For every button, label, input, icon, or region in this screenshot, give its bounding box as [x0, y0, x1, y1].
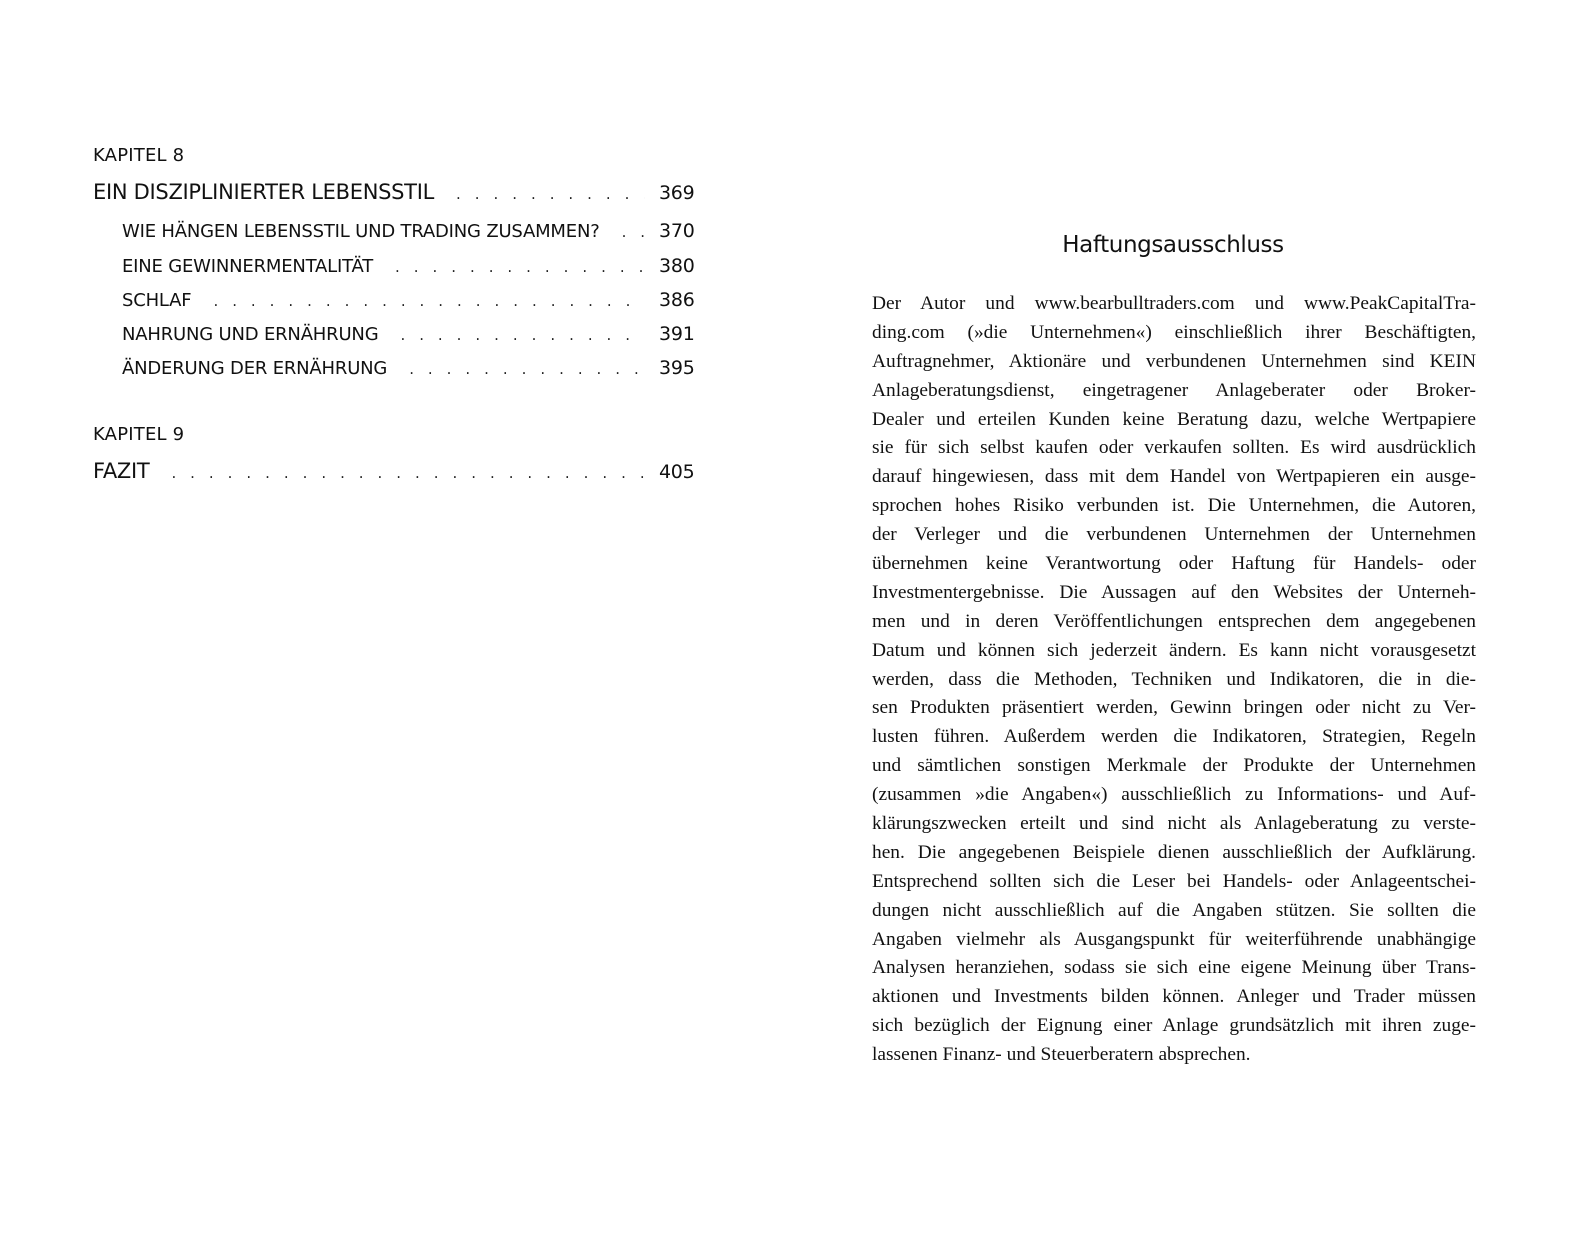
chapter-label: KAPITEL 8: [93, 145, 185, 166]
toc-dot-leader: [395, 258, 645, 276]
disclaimer-line: darauf hingewiesen, dass mit dem Handel von Wertpapieren ein ausge-: [872, 466, 1476, 488]
toc-page-number: 369: [659, 182, 695, 204]
toc-entry-title: EINE GEWINNERMENTALITÄT: [122, 256, 374, 277]
disclaimer-line: sich bezüglich der Eignung einer Anlage grundsätzlich mit ihren zuge-: [872, 1015, 1476, 1037]
toc-dot-leader: [400, 326, 645, 344]
disclaimer-line: übernehmen keine Verantwortung oder Haftung für Handels- oder: [872, 553, 1476, 575]
toc-entry-section[interactable]: [122, 289, 693, 311]
disclaimer-line: und sämtlichen sonstigen Merkmale der Produkte der Unternehmen: [872, 755, 1476, 777]
toc-page-number: 395: [659, 357, 695, 379]
toc-entry-chapter[interactable]: [93, 459, 693, 483]
toc-entry-title: WIE HÄNGEN LEBENSSTIL UND TRADING ZUSAMMEN?: [122, 221, 600, 242]
disclaimer-heading: Haftungsausschluss: [1062, 232, 1284, 258]
disclaimer-line: men und in deren Veröffentlichungen entsprechen dem angegebenen: [872, 610, 1476, 632]
toc-entry-section[interactable]: [122, 255, 693, 277]
disclaimer-line: Auftragnehmer, Aktionäre und verbundenen Unternehmen sind KEIN: [872, 350, 1476, 372]
disclaimer-line: der Verleger und die verbundenen Unternehmen der Unternehmen: [872, 524, 1476, 546]
disclaimer-line: (zusammen »die Angaben«) ausschließlich zu Informations- und Auf-: [872, 784, 1476, 806]
toc-entry-title: FAZIT: [93, 459, 150, 483]
toc-page-number: 391: [659, 323, 695, 345]
toc-entry-title: EIN DISZIPLINIERTER LEBENSSTIL: [93, 180, 435, 204]
disclaimer-line: Anlageberatungsdienst, eingetragener Anlageberater oder Broker-: [872, 379, 1476, 401]
disclaimer-line: Analysen heranziehen, sodass sie sich eine eigene Meinung über Trans-: [872, 957, 1476, 979]
disclaimer-line: sie für sich selbst kaufen oder verkaufen sollten. Es wird ausdrücklich: [872, 437, 1476, 459]
toc-entry-chapter[interactable]: [93, 180, 693, 204]
toc-page-number: 405: [659, 461, 695, 483]
right-page: [797, 0, 1594, 1240]
disclaimer-line: dungen nicht ausschließlich auf die Angaben stützen. Sie sollten die: [872, 899, 1476, 921]
toc-dot-leader: [171, 464, 645, 482]
disclaimer-line: lassenen Finanz- und Steuerberatern absprechen.: [872, 1044, 1251, 1066]
toc-dot-leader: [456, 185, 645, 203]
toc-entry-title: NAHRUNG UND ERNÄHRUNG: [122, 324, 379, 345]
disclaimer-line: sprochen hohes Risiko verbunden ist. Die Unternehmen, die Autoren,: [872, 495, 1476, 517]
disclaimer-line: aktionen und Investments bilden können. Anleger und Trader müssen: [872, 986, 1476, 1008]
toc-dot-leader: [213, 292, 645, 310]
toc-page-number: 380: [659, 255, 695, 277]
disclaimer-line: Datum und können sich jederzeit ändern. Es kann nicht vorausgesetzt: [872, 639, 1476, 661]
disclaimer-line: Investmentergebnisse. Die Aussagen auf den Websites der Unterneh-: [872, 581, 1476, 603]
disclaimer-line: klärungszwecken erteilt und sind nicht als Anlageberatung zu verste-: [872, 813, 1476, 835]
disclaimer-line: werden, dass die Methoden, Techniken und Indikatoren, die in die-: [872, 668, 1476, 690]
toc-entry-section[interactable]: [122, 357, 693, 379]
toc-page-number: 370: [659, 220, 695, 242]
chapter-label: KAPITEL 9: [93, 424, 185, 445]
disclaimer-line: Dealer und erteilen Kunden keine Beratung dazu, welche Wertpapiere: [872, 408, 1476, 430]
disclaimer-line: hen. Die angegebenen Beispiele dienen ausschließlich der Aufklärung.: [872, 841, 1476, 863]
toc-entry-title: ÄNDERUNG DER ERNÄHRUNG: [122, 358, 388, 379]
toc-entry-section[interactable]: [122, 220, 693, 242]
toc-dot-leader: [409, 360, 645, 378]
toc-entry-section[interactable]: [122, 323, 693, 345]
toc-page-number: 386: [659, 289, 695, 311]
disclaimer-line: Entsprechend sollten sich die Leser bei Handels- oder Anlageentschei-: [872, 870, 1476, 892]
toc-dot-leader: [622, 223, 645, 241]
disclaimer-line: lusten führen. Außerdem werden die Indikatoren, Strategien, Regeln: [872, 726, 1476, 748]
disclaimer-line: sen Produkten präsentiert werden, Gewinn bringen oder nicht zu Ver-: [872, 697, 1476, 719]
toc-entry-title: SCHLAF: [122, 290, 192, 311]
disclaimer-line: ding.com (»die Unternehmen«) einschließlich ihrer Beschäftigten,: [872, 321, 1476, 343]
disclaimer-line: Der Autor und www.bearbulltraders.com und www.PeakCapitalTra-: [872, 293, 1476, 314]
disclaimer-line: Angaben vielmehr als Ausgangspunkt für weiterführende unabhängige: [872, 928, 1476, 950]
disclaimer-body: [872, 290, 1476, 1070]
